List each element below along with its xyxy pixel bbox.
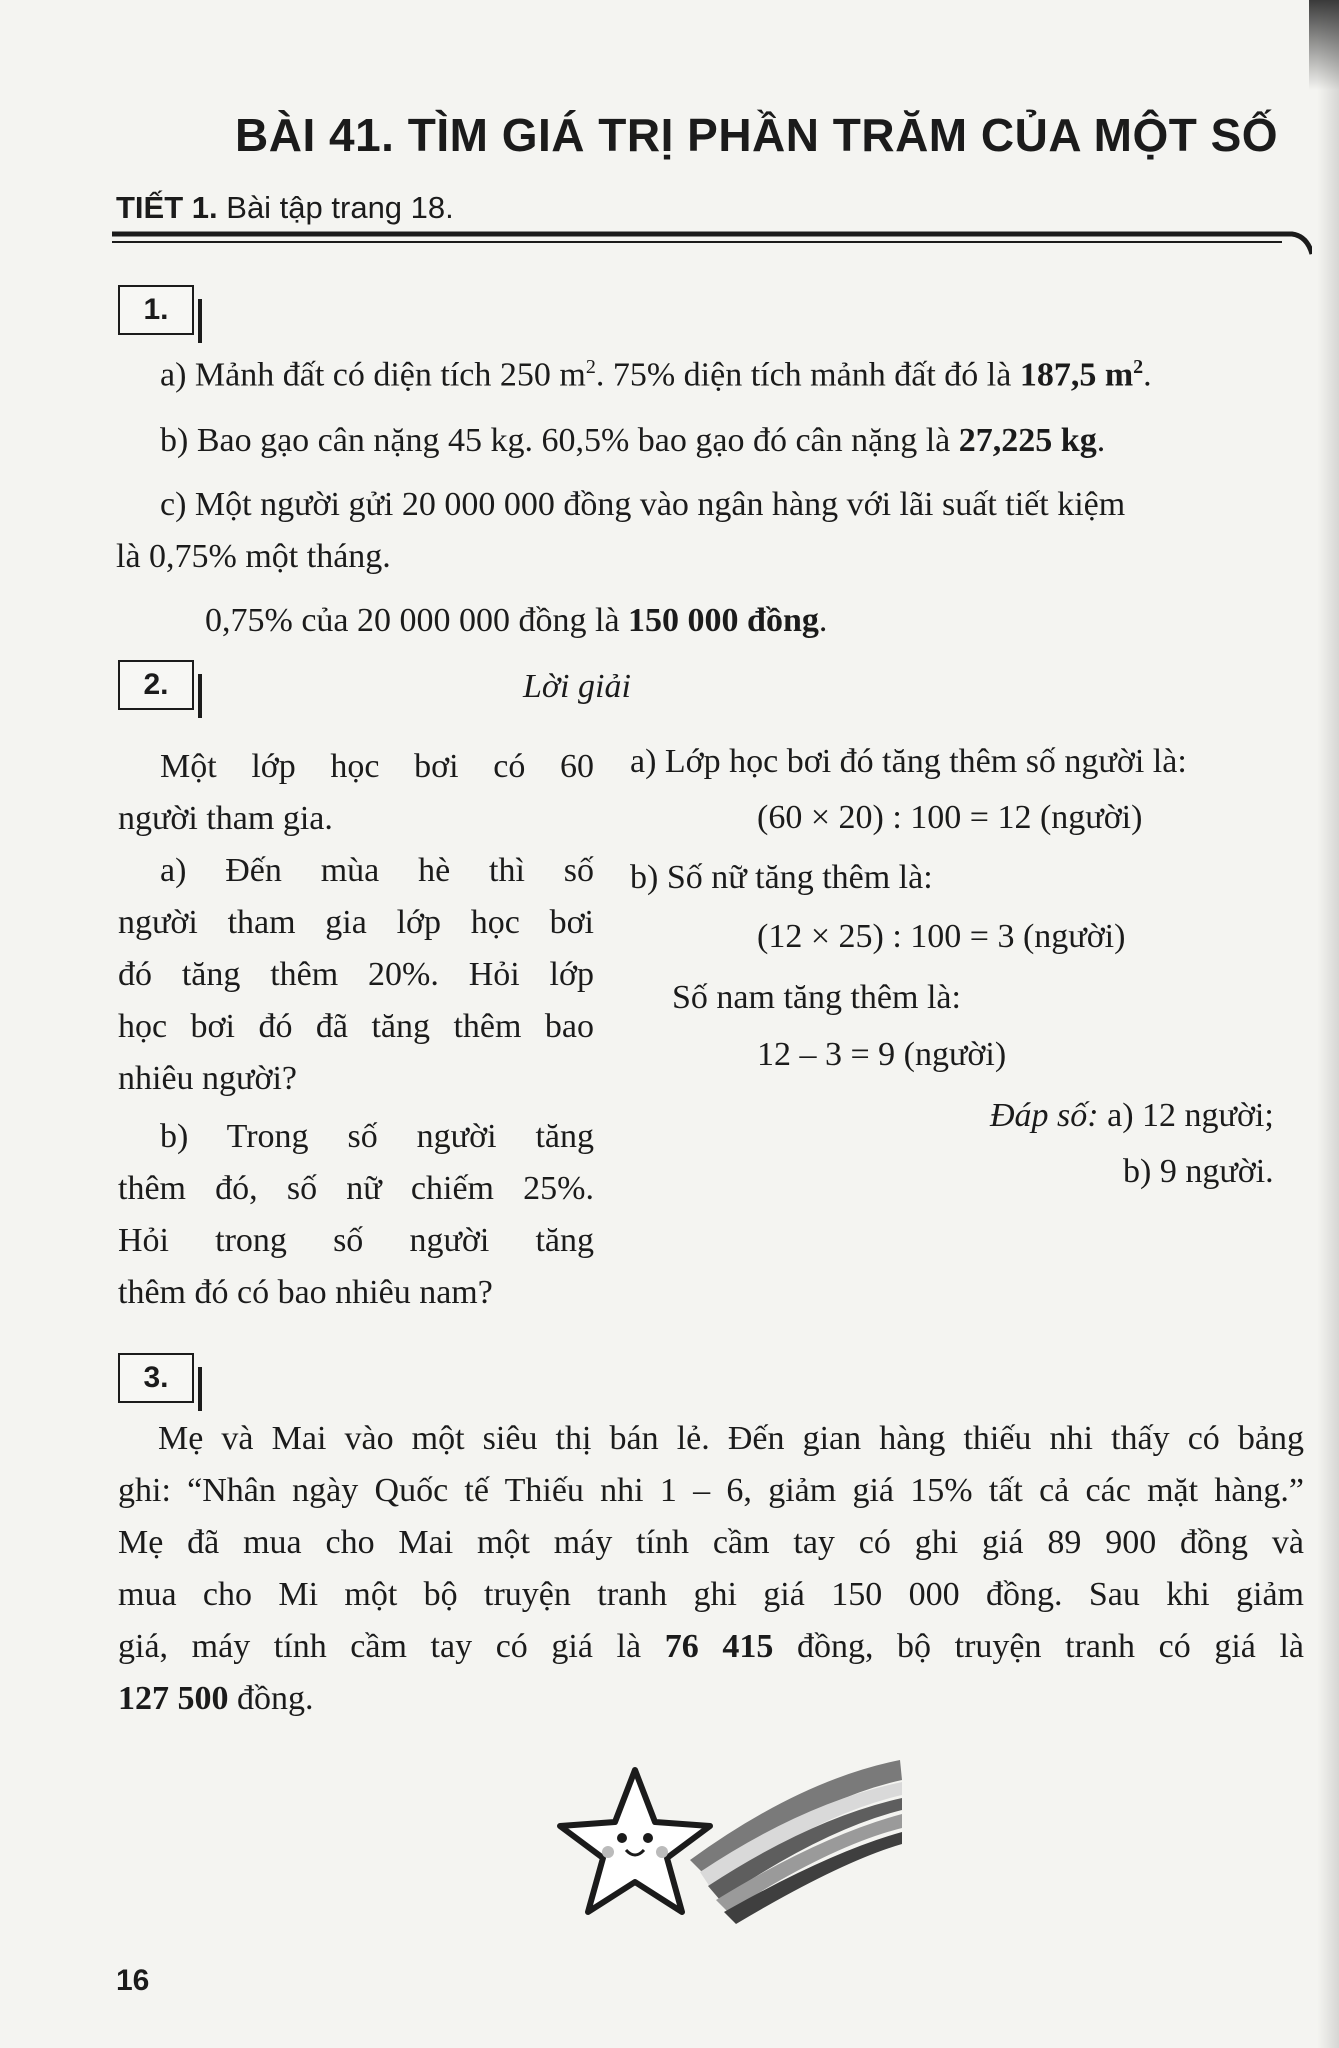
ex2-problem-line: Một lớp học bơi có 60	[160, 748, 594, 785]
ex2-problem-line: học bơi đó đã tăng thêm bao	[118, 1008, 594, 1045]
ex2-problem-line: đó tăng thêm 20%. Hỏi lớp	[118, 956, 594, 993]
ex3-line	[118, 1621, 1304, 1673]
ex1-b-text: b) Bao gạo cân nặng 45 kg. 60,5% bao gạo đó cân nặng là	[160, 422, 959, 459]
ex2-problem-line: người tham gia lớp học bơi	[118, 904, 594, 941]
ex1-a-text2: . 75% diện tích mảnh đất đó là	[595, 356, 1020, 394]
ex1-c-result-end: .	[818, 602, 828, 639]
lesson-text: Bài tập trang 18.	[226, 190, 454, 225]
ex2-problem-line: người tham gia.	[118, 800, 333, 837]
ex2-solution-b-line2: Số nam tăng thêm là:	[672, 979, 961, 1016]
ex2-problem-line: thêm đó có bao nhiêu nam?	[118, 1274, 493, 1311]
ex2-solution-b-calc: (12 × 25) : 100 = 3 (người)	[757, 918, 1126, 955]
exercise-3-number: 3.	[118, 1353, 194, 1403]
lesson-subtitle	[116, 190, 454, 226]
ex2-problem	[118, 741, 594, 1319]
ex1-a-text: a) Mảnh đất có diện tích 250 m	[160, 356, 586, 394]
ex2-answer	[990, 1096, 1274, 1137]
ex2-problem-line: thêm đó, số nữ chiếm 25%.	[118, 1170, 594, 1207]
answer-label: Đáp số:	[990, 1097, 1099, 1134]
ex2-solution-a-calc: (60 × 20) : 100 = 12 (người)	[757, 799, 1143, 836]
ex3-problem	[118, 1413, 1304, 1725]
page-corner-shadow	[1309, 0, 1339, 90]
ex3-line5-pre: giá, máy tính cầm tay có giá là	[118, 1628, 665, 1665]
ex3-line: Mẹ đã mua cho Mai một máy tính cầm tay có ghi giá 89 900 đồng và	[118, 1524, 1304, 1561]
ex2-solution-b-calc2: 12 – 3 = 9 (người)	[757, 1036, 1007, 1073]
ex2-problem-line: b) Trong số người tăng	[160, 1118, 594, 1155]
ex2-solution-b: b) Số nữ tăng thêm là:	[630, 859, 933, 896]
exercise-1-number: 1.	[118, 285, 194, 335]
ex1-a-answer: 187,5 m	[1019, 356, 1134, 394]
ex3-line5-post: đồng, bộ truyện tranh có giá là	[773, 1628, 1305, 1665]
ex3-line: Mẹ và Mai vào một siêu thị bán lẻ. Đến gian hàng thiếu nhi thấy có bảng	[158, 1420, 1304, 1457]
shooting-star-illustration	[540, 1740, 920, 1980]
page-number: 16	[116, 1964, 150, 1997]
ex1-part-c-line1: c) Một người gửi 20 000 000 đồng vào ngân hàng với lãi suất tiết kiệm	[160, 486, 1126, 523]
ex2-problem-line: nhiêu người?	[118, 1060, 297, 1097]
ex1-b-answer: 27,225 kg	[958, 422, 1097, 459]
ex1-c-result-text: 0,75% của 20 000 000 đồng là	[205, 602, 629, 639]
ex1-a-sup: 2	[585, 356, 596, 378]
ex1-a-answer-sup: 2	[1133, 356, 1144, 378]
ex3-line6-post: đồng.	[228, 1680, 314, 1717]
ex2-problem-line: a) Đến mùa hè thì số	[160, 852, 594, 889]
ex3-line5-answer: 76 415	[664, 1628, 774, 1665]
answer-a: a) 12 người;	[1098, 1097, 1274, 1134]
ex1-part-c-line2: là 0,75% một tháng.	[116, 538, 391, 575]
exercise-2-number: 2.	[118, 660, 194, 710]
page-edge-shadow	[1317, 0, 1339, 2048]
ex3-line6-answer: 127 500	[118, 1680, 229, 1717]
solution-heading: Lời giải	[523, 668, 631, 705]
ex3-line	[118, 1673, 1304, 1725]
ex1-part-b	[160, 421, 1105, 462]
lesson-title: BÀI 41. TÌM GIÁ TRỊ PHẦN TRĂM CỦA MỘT SỐ	[235, 109, 1279, 161]
header-rule	[112, 230, 1312, 260]
ex3-line: ghi: “Nhân ngày Quốc tế Thiếu nhi 1 – 6, giảm giá 15% tất cả các mặt hàng.”	[118, 1472, 1304, 1509]
ex1-b-end: .	[1096, 422, 1106, 459]
ex1-part-c-result	[205, 601, 827, 642]
ex1-a-end: .	[1143, 356, 1152, 394]
ex1-part-a	[160, 355, 1152, 396]
ex2-solution-a: a) Lớp học bơi đó tăng thêm số người là:	[630, 743, 1187, 780]
lesson-label: TIẾT 1.	[116, 190, 218, 225]
ex3-line: mua cho Mi một bộ truyện tranh ghi giá 150 000 đồng. Sau khi giảm	[118, 1576, 1304, 1613]
ex2-answer-b: b) 9 người.	[1123, 1153, 1274, 1190]
ex1-c-result-answer: 150 000 đồng	[628, 602, 819, 639]
ex2-problem-line: Hỏi trong số người tăng	[118, 1222, 594, 1259]
